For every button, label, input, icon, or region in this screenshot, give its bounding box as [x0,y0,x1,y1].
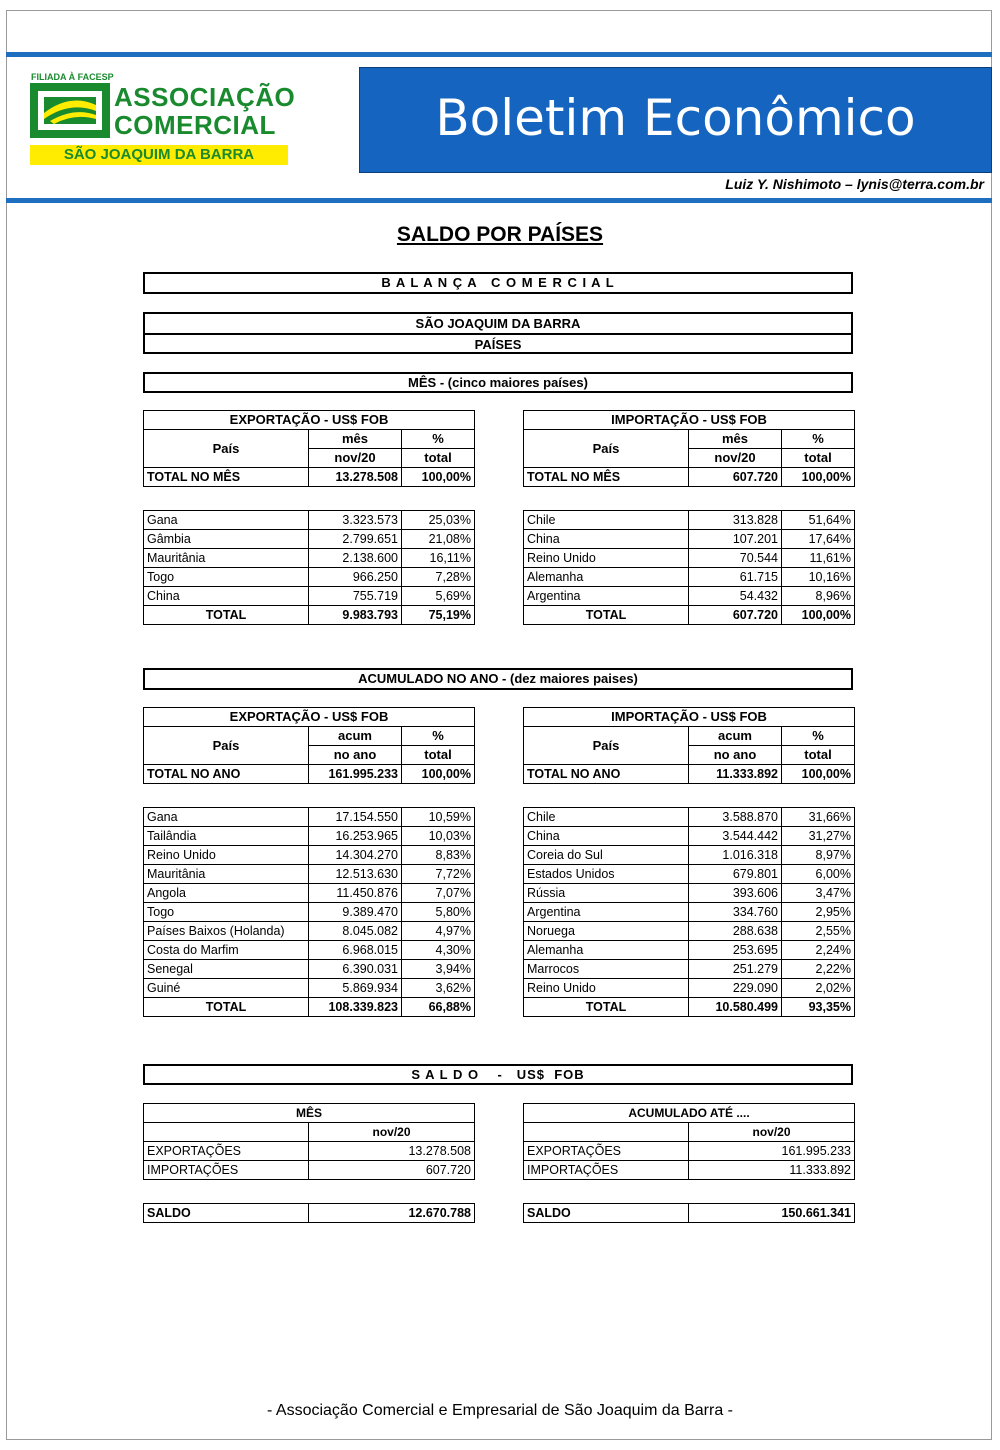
country-name: Coreia do Sul [524,846,689,865]
country-pct: 2,55% [782,922,855,941]
country-name: Reino Unido [524,549,689,568]
month-export-ranking [143,510,475,625]
total-row [144,468,475,487]
sum-label: TOTAL [144,606,309,625]
page-footer: - Associação Comercial e Empresarial de São Joaquim da Barra - [267,1402,733,1419]
country-pct: 4,97% [402,922,475,941]
col-header-period: nov/20 [689,1123,855,1142]
country-pct: 51,64% [782,511,855,530]
col-header-period: nov/20 [689,449,782,468]
table-row [144,827,475,846]
table-row [144,865,475,884]
table-row [524,903,855,922]
country-pct: 7,28% [402,568,475,587]
country-name: Chile [524,808,689,827]
country-pct: 11,61% [782,549,855,568]
country-value: 393.606 [689,884,782,903]
country-pct: 7,72% [402,865,475,884]
country-value: 11.450.876 [309,884,402,903]
top-rule [6,52,992,57]
sum-value: 10.580.499 [689,998,782,1017]
total-pct: 100,00% [402,765,475,784]
city-header-box [143,312,853,354]
country-value: 6.390.031 [309,960,402,979]
sum-value: 9.983.793 [309,606,402,625]
table-row [524,1142,855,1161]
country-pct: 16,11% [402,549,475,568]
saldo-value: 12.670.788 [309,1204,475,1223]
country-name: Argentina [524,587,689,606]
exports-label: EXPORTAÇÕES [144,1142,309,1161]
table-title: ACUMULADO ATÉ .... [524,1104,855,1123]
col-header-period: no ano [689,746,782,765]
country-value: 3.323.573 [309,511,402,530]
country-name: Senegal [144,960,309,979]
country-name: Guiné [144,979,309,998]
table-title: EXPORTAÇÃO - US$ FOB [144,411,475,430]
country-value: 755.719 [309,587,402,606]
table-row [524,827,855,846]
country-pct: 10,59% [402,808,475,827]
logo-city-band: SÃO JOAQUIM DA BARRA [30,145,288,165]
total-value: 607.720 [689,468,782,487]
country-pct: 5,80% [402,903,475,922]
year-import-ranking [523,807,855,1017]
logo-emblem-icon [30,83,110,138]
country-value: 61.715 [689,568,782,587]
country-value: 334.760 [689,903,782,922]
saldo-row [144,1204,475,1223]
country-name: Países Baixos (Holanda) [144,922,309,941]
country-name: Argentina [524,903,689,922]
country-value: 1.016.318 [689,846,782,865]
table-row [144,922,475,941]
month-export-table [143,410,475,487]
country-pct: 4,30% [402,941,475,960]
country-name: Togo [144,568,309,587]
empty-cell [524,1123,689,1142]
exports-label: EXPORTAÇÕES [524,1142,689,1161]
country-pct: 3,47% [782,884,855,903]
country-value: 2.799.651 [309,530,402,549]
country-pct: 8,97% [782,846,855,865]
table-row [144,846,475,865]
country-name: Mauritânia [144,865,309,884]
country-name: Tailândia [144,827,309,846]
saldo-value: 150.661.341 [689,1204,855,1223]
country-pct: 10,16% [782,568,855,587]
country-name: Noruega [524,922,689,941]
total-label: TOTAL NO MÊS [524,468,689,487]
country-name: Alemanha [524,568,689,587]
saldo-month-result [143,1203,475,1223]
saldo-label: SALDO [524,1204,689,1223]
total-row [524,468,855,487]
sum-value: 108.339.823 [309,998,402,1017]
country-pct: 2,24% [782,941,855,960]
country-name: China [524,827,689,846]
table-row [144,941,475,960]
col-header-value: acum [689,727,782,746]
table-row [524,1161,855,1180]
page-title: SALDO POR PAÍSES [396,223,604,246]
country-value: 14.304.270 [309,846,402,865]
table-row [144,587,475,606]
table-row [524,511,855,530]
col-header-country: País [524,430,689,468]
table-row [144,549,475,568]
country-name: Chile [524,511,689,530]
table-title: MÊS [144,1104,475,1123]
col-header-pct: % [782,430,855,449]
country-name: Estados Unidos [524,865,689,884]
col-header-total: total [402,746,475,765]
country-value: 9.389.470 [309,903,402,922]
year-export-table [143,707,475,784]
imports-label: IMPORTAÇÕES [524,1161,689,1180]
saldo-accum-result [523,1203,855,1223]
table-row [524,587,855,606]
country-pct: 7,07% [402,884,475,903]
logo-word-2: COMERCIAL [114,110,276,140]
table-row [524,846,855,865]
country-value: 70.544 [689,549,782,568]
country-name: Gâmbia [144,530,309,549]
country-value: 229.090 [689,979,782,998]
table-title: EXPORTAÇÃO - US$ FOB [144,708,475,727]
year-heading: ACUMULADO NO ANO - (dez maiores paises) [143,668,853,690]
sum-row [524,606,855,625]
country-name: Angola [144,884,309,903]
country-pct: 21,08% [402,530,475,549]
imports-label: IMPORTAÇÕES [144,1161,309,1180]
country-value: 17.154.550 [309,808,402,827]
col-header-pct: % [402,430,475,449]
saldo-label: SALDO [144,1204,309,1223]
table-row [524,549,855,568]
table-title: IMPORTAÇÃO - US$ FOB [524,708,855,727]
country-name: Rússia [524,884,689,903]
country-pct: 31,27% [782,827,855,846]
country-name: Mauritânia [144,549,309,568]
year-export-ranking [143,807,475,1017]
month-import-table [523,410,855,487]
country-value: 5.869.934 [309,979,402,998]
table-title: IMPORTAÇÃO - US$ FOB [524,411,855,430]
country-value: 966.250 [309,568,402,587]
total-label: TOTAL NO ANO [524,765,689,784]
country-value: 253.695 [689,941,782,960]
country-value: 288.638 [689,922,782,941]
col-header-value: mês [689,430,782,449]
table-row [144,568,475,587]
country-value: 3.544.442 [689,827,782,846]
col-header-country: País [144,430,309,468]
country-value: 6.968.015 [309,941,402,960]
country-value: 107.201 [689,530,782,549]
sum-row [524,998,855,1017]
city-header: SÃO JOAQUIM DA BARRA [145,314,851,335]
col-header-pct: % [402,727,475,746]
total-pct: 100,00% [782,765,855,784]
header-bottom-rule [6,198,992,203]
country-pct: 31,66% [782,808,855,827]
col-header-total: total [782,746,855,765]
bulletin-title-banner: Boletim Econômico [359,67,992,173]
table-row [144,808,475,827]
empty-cell [144,1123,309,1142]
month-import-ranking [523,510,855,625]
sum-row [144,606,475,625]
total-label: TOTAL NO ANO [144,765,309,784]
table-row [144,979,475,998]
col-header-country: País [524,727,689,765]
country-pct: 2,22% [782,960,855,979]
total-value: 13.278.508 [309,468,402,487]
country-name: Reino Unido [524,979,689,998]
country-name: China [144,587,309,606]
total-pct: 100,00% [782,468,855,487]
sum-label: TOTAL [524,606,689,625]
country-value: 12.513.630 [309,865,402,884]
country-pct: 5,69% [402,587,475,606]
country-value: 251.279 [689,960,782,979]
country-name: Togo [144,903,309,922]
country-pct: 25,03% [402,511,475,530]
country-value: 2.138.600 [309,549,402,568]
country-name: Alemanha [524,941,689,960]
table-row [524,530,855,549]
table-row [524,884,855,903]
table-row [144,960,475,979]
exports-value: 161.995.233 [689,1142,855,1161]
saldo-month-table [143,1103,475,1180]
paises-header: PAÍSES [474,337,522,352]
sum-pct: 66,88% [402,998,475,1017]
table-row [524,865,855,884]
table-row [524,922,855,941]
total-row [524,765,855,784]
col-header-value: mês [309,430,402,449]
sum-label: TOTAL [144,998,309,1017]
col-header-period: nov/20 [309,449,402,468]
col-header-period: no ano [309,746,402,765]
country-value: 679.801 [689,865,782,884]
table-row [524,568,855,587]
country-pct: 17,64% [782,530,855,549]
exports-value: 13.278.508 [309,1142,475,1161]
table-row [144,1161,475,1180]
month-heading: MÊS - (cinco maiores países) [143,372,853,393]
country-pct: 3,62% [402,979,475,998]
total-label: TOTAL NO MÊS [144,468,309,487]
saldo-heading: S A L D O - US$ FOB [143,1064,853,1085]
country-pct: 8,83% [402,846,475,865]
country-value: 8.045.082 [309,922,402,941]
sum-pct: 100,00% [782,606,855,625]
table-row [524,808,855,827]
sum-pct: 75,19% [402,606,475,625]
year-import-table [523,707,855,784]
sum-label: TOTAL [524,998,689,1017]
country-value: 54.432 [689,587,782,606]
total-value: 11.333.892 [689,765,782,784]
sum-pct: 93,35% [782,998,855,1017]
table-row [144,903,475,922]
country-pct: 2,02% [782,979,855,998]
country-value: 16.253.965 [309,827,402,846]
table-row [144,884,475,903]
country-name: Costa do Marfim [144,941,309,960]
col-header-total: total [782,449,855,468]
total-value: 161.995.233 [309,765,402,784]
sum-value: 607.720 [689,606,782,625]
country-pct: 3,94% [402,960,475,979]
imports-value: 11.333.892 [689,1161,855,1180]
total-row [144,765,475,784]
col-header-period: nov/20 [309,1123,475,1142]
imports-value: 607.720 [309,1161,475,1180]
col-header-country: País [144,727,309,765]
country-name: Reino Unido [144,846,309,865]
total-pct: 100,00% [402,468,475,487]
country-pct: 6,00% [782,865,855,884]
country-value: 313.828 [689,511,782,530]
table-row [144,1142,475,1161]
association-logo [28,72,296,170]
country-name: China [524,530,689,549]
logo-word-1: ASSOCIAÇÃO [114,82,296,112]
col-header-total: total [402,449,475,468]
country-pct: 2,95% [782,903,855,922]
table-row [524,960,855,979]
table-row [144,530,475,549]
col-header-value: acum [309,727,402,746]
saldo-row [524,1204,855,1223]
sum-row [144,998,475,1017]
table-row [524,979,855,998]
col-header-pct: % [782,727,855,746]
table-row [524,941,855,960]
saldo-accum-table [523,1103,855,1180]
logo-affiliation: FILIADA À FACESP [31,72,114,82]
country-pct: 8,96% [782,587,855,606]
country-name: Gana [144,808,309,827]
author-credit: Luiz Y. Nishimoto – lynis@terra.com.br [725,176,984,192]
country-name: Gana [144,511,309,530]
country-value: 3.588.870 [689,808,782,827]
country-name: Marrocos [524,960,689,979]
country-pct: 10,03% [402,827,475,846]
table-row [144,511,475,530]
section-balanca-comercial: B A L A N Ç A C O M E R C I A L [143,272,853,294]
